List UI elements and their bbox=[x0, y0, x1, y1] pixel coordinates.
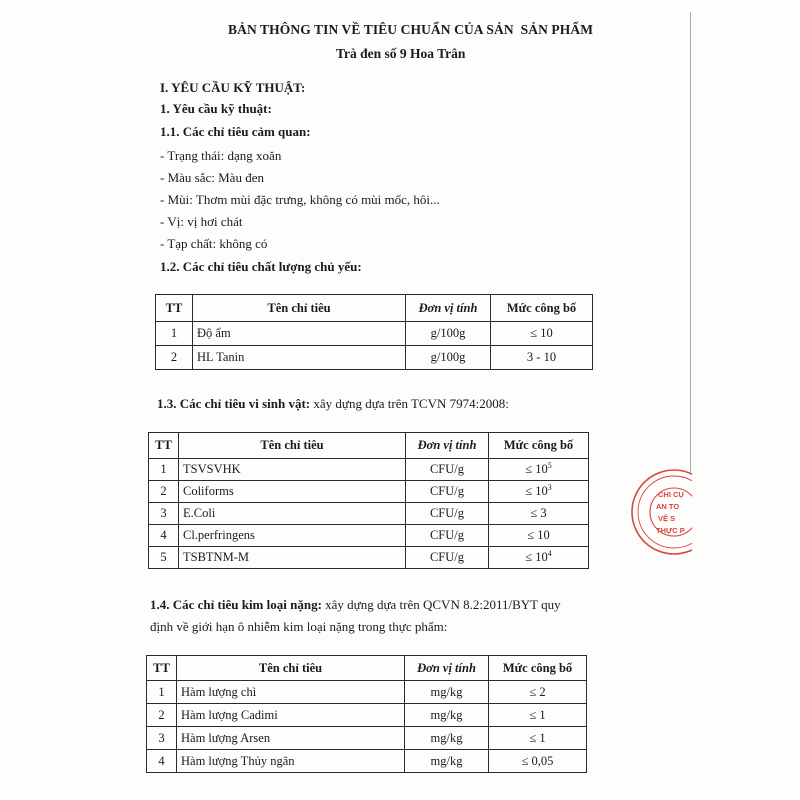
stamp-text-line: AN TO bbox=[656, 502, 680, 511]
cell-tt: 4 bbox=[147, 750, 177, 773]
cell-tt: 2 bbox=[156, 346, 193, 370]
cell-name: Hàm lượng Arsen bbox=[177, 727, 405, 750]
stamp-text-line: CHI CỤ bbox=[658, 490, 684, 499]
cell-name: Coliforms bbox=[179, 481, 406, 503]
microbio-table bbox=[148, 432, 589, 569]
cell-unit: CFU/g bbox=[406, 525, 489, 547]
table-row bbox=[149, 503, 589, 525]
limit-value: ≤ 2 bbox=[529, 684, 546, 699]
stamp-text-line: THỰC P bbox=[656, 526, 685, 535]
table-row bbox=[149, 525, 589, 547]
limit-value: ≤ 10 bbox=[525, 550, 548, 564]
cell-name: HL Tanin bbox=[193, 346, 406, 370]
stamp-text-line: VỆ S bbox=[658, 514, 676, 523]
cell-tt: 1 bbox=[156, 322, 193, 346]
official-stamp bbox=[620, 460, 692, 570]
limit-exponent: 5 bbox=[547, 460, 552, 470]
column-header: TT bbox=[147, 656, 177, 681]
column-header: Mức công bố bbox=[489, 656, 587, 681]
column-header: Đơn vị tính bbox=[406, 433, 489, 459]
metals-paragraph-line-1 bbox=[150, 597, 561, 613]
column-header: Tên chỉ tiêu bbox=[179, 433, 406, 459]
cell-limit bbox=[489, 681, 587, 704]
cell-limit bbox=[489, 547, 589, 569]
limit-value: ≤ 0,05 bbox=[521, 753, 554, 768]
microbio-paragraph bbox=[157, 396, 509, 412]
cell-unit: g/100g bbox=[406, 346, 491, 370]
cell-limit bbox=[489, 481, 589, 503]
paper-edge-line bbox=[690, 12, 691, 472]
table-header-row bbox=[156, 295, 593, 322]
cell-name: Hàm lượng chì bbox=[177, 681, 405, 704]
sensory-item: - Màu sắc: Màu đen bbox=[160, 170, 264, 185]
column-header: Mức công bố bbox=[489, 433, 589, 459]
limit-value: ≤ 1 bbox=[529, 707, 546, 722]
limit-value: ≤ 10 bbox=[525, 462, 548, 476]
cell-unit: mg/kg bbox=[405, 727, 489, 750]
column-header: TT bbox=[156, 295, 193, 322]
limit-value: ≤ 3 bbox=[530, 506, 547, 520]
stamp-inner-ring bbox=[638, 476, 692, 548]
sensory-item: - Mùi: Thơm mùi đặc trưng, không có mùi mốc, hôi... bbox=[160, 192, 440, 207]
section-heading: I. YÊU CẦU KỸ THUẬT: bbox=[160, 80, 306, 95]
metals-basis: xây dựng dựa trên QCVN 8.2:2011/BYT quy bbox=[325, 597, 561, 612]
table-row bbox=[156, 322, 593, 346]
column-header: Mức công bố bbox=[491, 295, 593, 322]
cell-tt: 3 bbox=[149, 503, 179, 525]
stamp-outer-ring bbox=[632, 470, 692, 554]
cell-tt: 2 bbox=[147, 704, 177, 727]
table-row bbox=[149, 459, 589, 481]
column-header: Tên chỉ tiêu bbox=[177, 656, 405, 681]
quality-table bbox=[155, 294, 593, 370]
cell-limit bbox=[489, 459, 589, 481]
limit-value: ≤ 1 bbox=[529, 730, 546, 745]
metals-table bbox=[146, 655, 587, 773]
sensory-heading: 1.1. Các chỉ tiêu cảm quan: bbox=[160, 124, 311, 139]
metals-paragraph-line-2: định về giới hạn ô nhiễm kim loại nặng trong thực phẩm: bbox=[150, 619, 448, 634]
limit-value: ≤ 10 bbox=[530, 326, 553, 340]
column-header: Đơn vị tính bbox=[405, 656, 489, 681]
limit-value: 3 - 10 bbox=[526, 350, 557, 364]
table-header-row bbox=[147, 656, 587, 681]
cell-name: TSVSVHK bbox=[179, 459, 406, 481]
cell-limit bbox=[491, 322, 593, 346]
cell-tt: 5 bbox=[149, 547, 179, 569]
cell-tt: 1 bbox=[149, 459, 179, 481]
cell-unit: mg/kg bbox=[405, 681, 489, 704]
document-title: BẢN THÔNG TIN VỀ TIÊU CHUẨN CỦA SẢN SẢN PHẨM bbox=[228, 22, 594, 37]
metals-heading: 1.4. Các chỉ tiêu kim loại nặng: bbox=[150, 597, 322, 612]
sensory-item: - Tạp chất: không có bbox=[160, 236, 268, 251]
cell-name: Độ ẩm bbox=[193, 322, 406, 346]
column-header: TT bbox=[149, 433, 179, 459]
table-row bbox=[149, 481, 589, 503]
cell-unit: g/100g bbox=[406, 322, 491, 346]
table-row bbox=[147, 704, 587, 727]
limit-value: ≤ 10 bbox=[525, 484, 548, 498]
cell-tt: 1 bbox=[147, 681, 177, 704]
cell-unit: mg/kg bbox=[405, 750, 489, 773]
subsection-heading: 1. Yêu cầu kỹ thuật: bbox=[160, 101, 272, 116]
cell-tt: 2 bbox=[149, 481, 179, 503]
cell-name: E.Coli bbox=[179, 503, 406, 525]
column-header: Đơn vị tính bbox=[406, 295, 491, 322]
limit-exponent: 4 bbox=[547, 548, 552, 558]
cell-limit bbox=[489, 727, 587, 750]
cell-limit bbox=[489, 750, 587, 773]
cell-name: Hàm lượng Thủy ngân bbox=[177, 750, 405, 773]
cell-limit bbox=[489, 704, 587, 727]
cell-tt: 4 bbox=[149, 525, 179, 547]
sensory-item: - Trạng thái: dạng xoăn bbox=[160, 148, 282, 163]
column-header: Tên chỉ tiêu bbox=[193, 295, 406, 322]
table-row bbox=[147, 750, 587, 773]
table-row bbox=[147, 727, 587, 750]
cell-limit bbox=[491, 346, 593, 370]
table-header-row bbox=[149, 433, 589, 459]
microbio-basis: xây dựng dựa trên TCVN 7974:2008: bbox=[313, 396, 509, 411]
table-row bbox=[147, 681, 587, 704]
table-row bbox=[149, 547, 589, 569]
table-row bbox=[156, 346, 593, 370]
cell-limit bbox=[489, 503, 589, 525]
cell-unit: CFU/g bbox=[406, 481, 489, 503]
cell-name: TSBTNM-M bbox=[179, 547, 406, 569]
cell-name: Cl.perfringens bbox=[179, 525, 406, 547]
cell-unit: mg/kg bbox=[405, 704, 489, 727]
cell-unit: CFU/g bbox=[406, 547, 489, 569]
cell-name: Hàm lượng Cadimi bbox=[177, 704, 405, 727]
limit-value: ≤ 10 bbox=[527, 528, 550, 542]
product-name: Trà đen số 9 Hoa Trân bbox=[336, 46, 466, 61]
quality-heading: 1.2. Các chỉ tiêu chất lượng chủ yếu: bbox=[160, 259, 362, 274]
cell-tt: 3 bbox=[147, 727, 177, 750]
sensory-item: - Vị: vị hơi chát bbox=[160, 214, 243, 229]
stamp-graphic bbox=[620, 460, 692, 570]
cell-limit bbox=[489, 525, 589, 547]
limit-exponent: 3 bbox=[547, 482, 552, 492]
cell-unit: CFU/g bbox=[406, 503, 489, 525]
microbio-heading: 1.3. Các chỉ tiêu vi sinh vật: bbox=[157, 396, 311, 411]
cell-unit: CFU/g bbox=[406, 459, 489, 481]
